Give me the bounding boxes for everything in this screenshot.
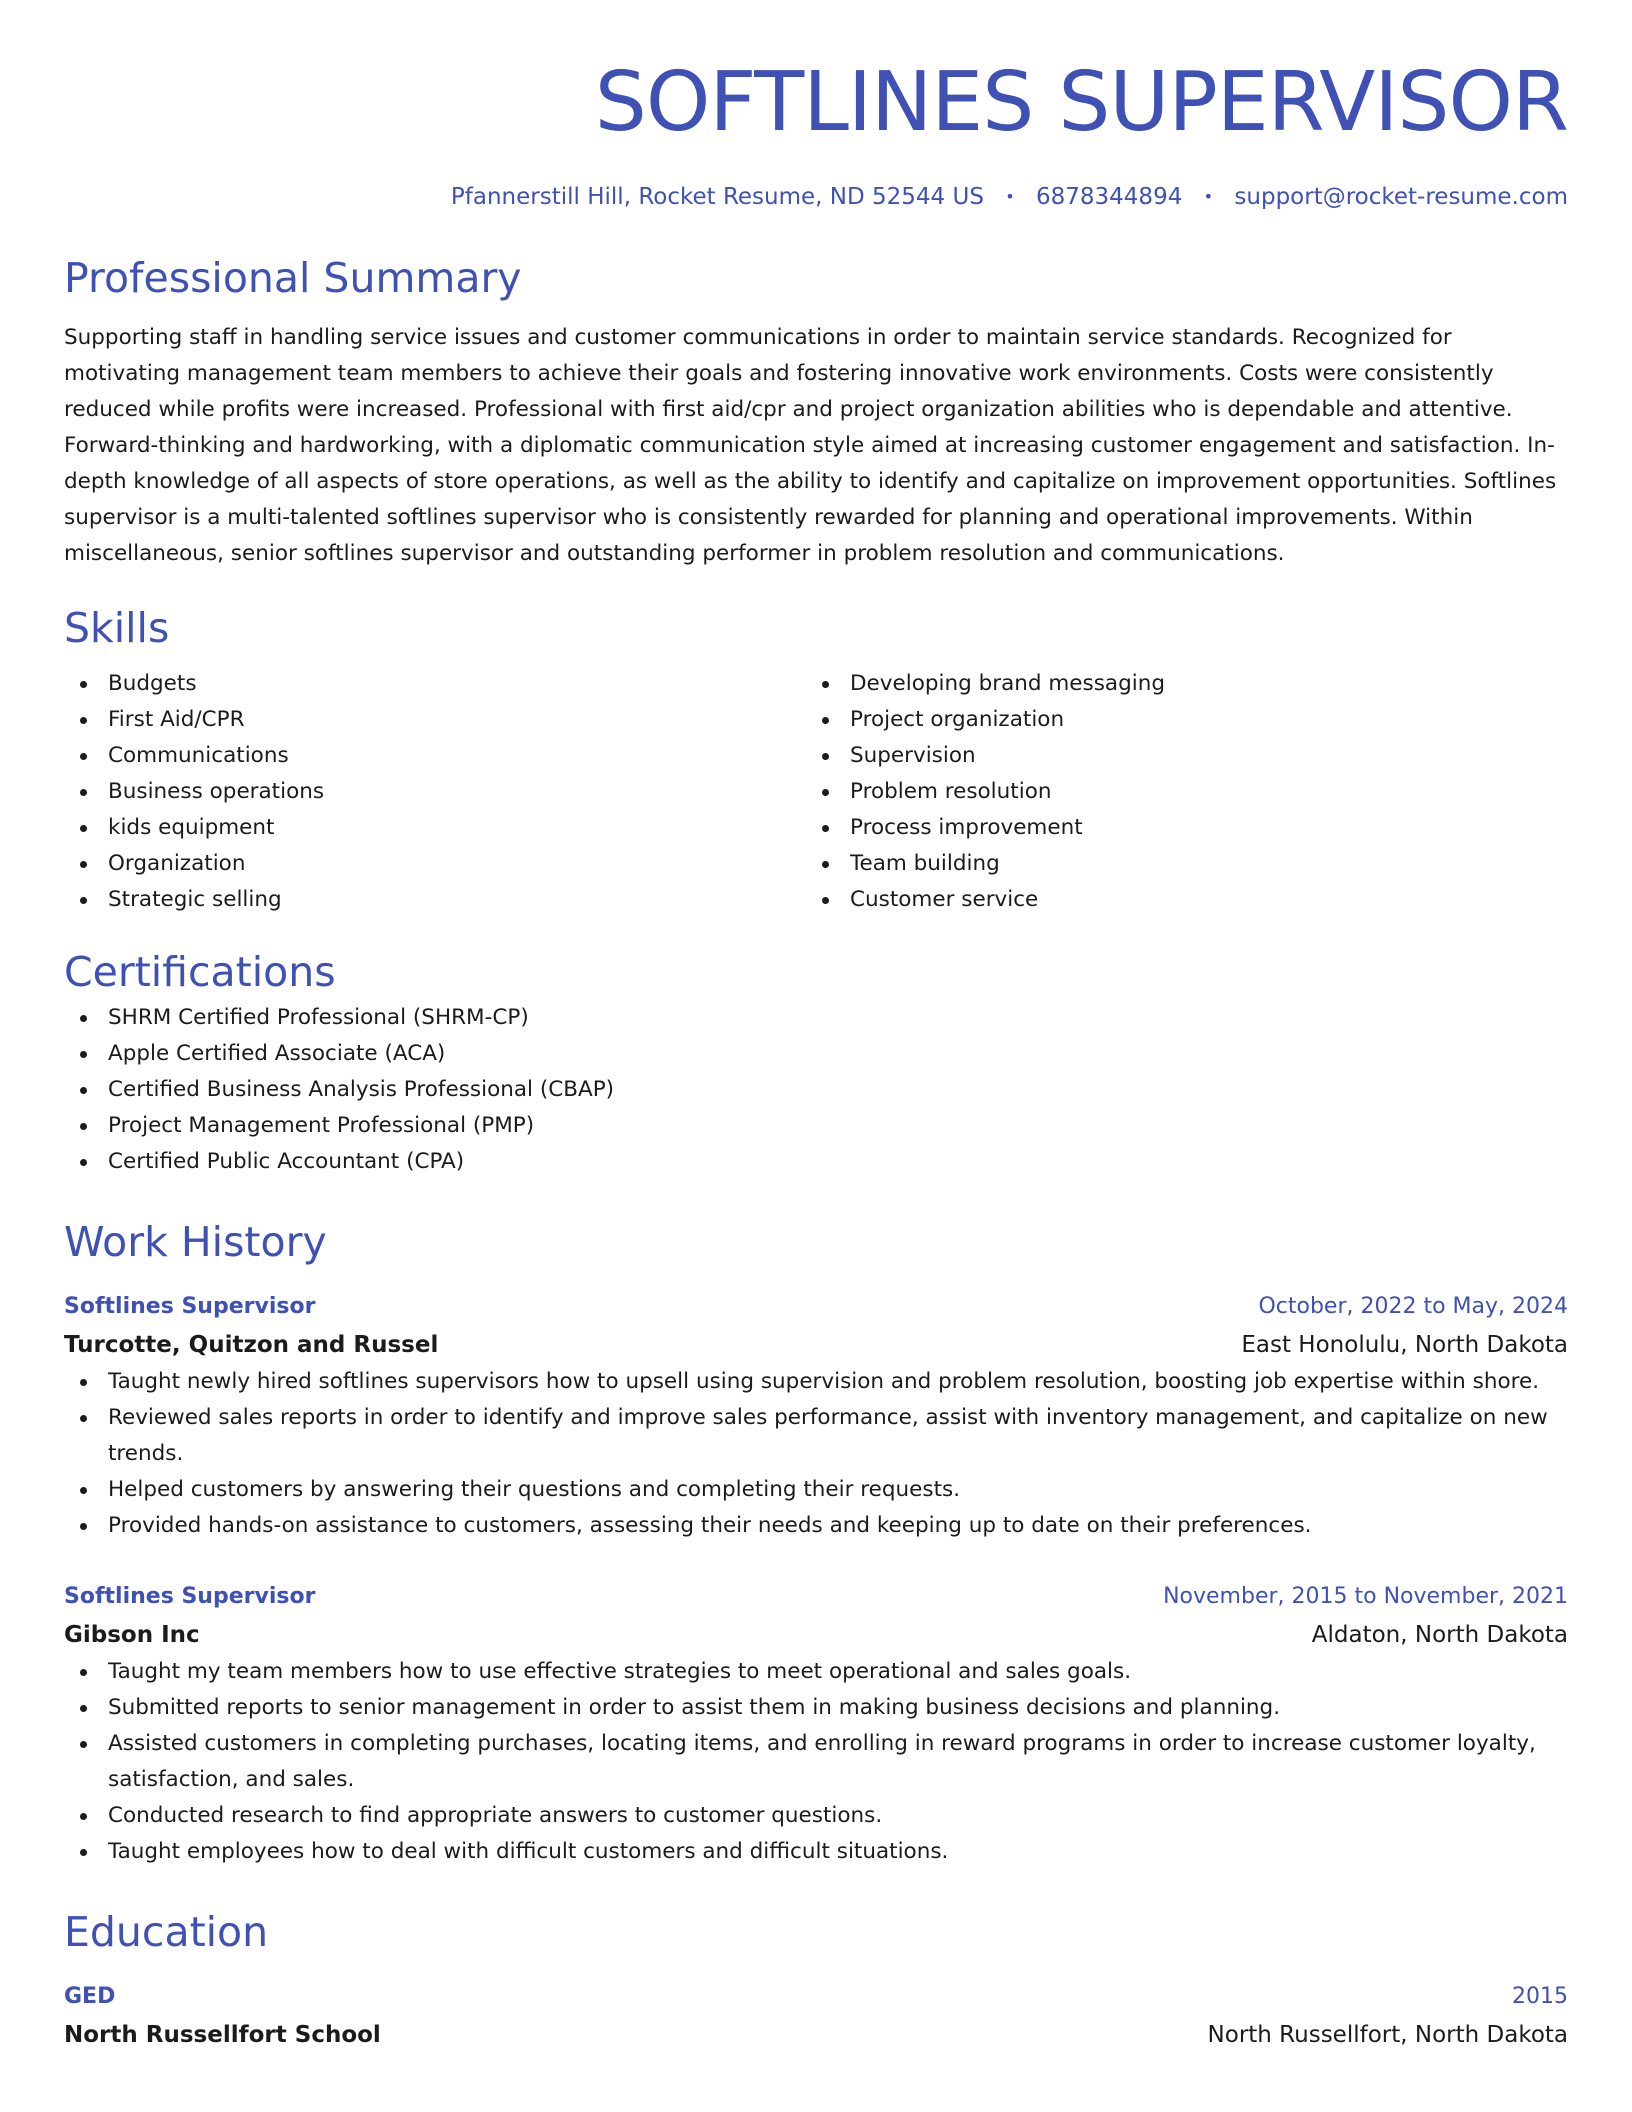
- certifications-heading: Certifications: [64, 948, 336, 996]
- job-title: Softlines Supervisor: [64, 1294, 316, 1319]
- certifications-section: [64, 944, 1568, 1180]
- skill-item: Organization: [64, 846, 806, 882]
- skill-item: Developing brand messaging: [806, 666, 1548, 702]
- job-company-row: [64, 1616, 1568, 1654]
- job-dates: October, 2022 to May, 2024: [1258, 1294, 1568, 1319]
- job-location: East Honolulu, North Dakota: [1241, 1332, 1568, 1358]
- job-duty: Taught employees how to deal with difficult customers and difficult situations.: [64, 1834, 1568, 1870]
- job-title-row: [64, 1288, 1568, 1326]
- summary-section: [64, 250, 1568, 572]
- education-school-row: [64, 2016, 1568, 2054]
- education-entry: [64, 1978, 1568, 2054]
- job-company: Gibson Inc: [64, 1622, 200, 1648]
- job-duty: Conducted research to find appropriate answers to customer questions.: [64, 1798, 1568, 1834]
- job-entry: [64, 1578, 1568, 1870]
- job-location: Aldaton, North Dakota: [1311, 1622, 1568, 1648]
- skills-section: [64, 600, 1568, 918]
- skill-item: Communications: [64, 738, 806, 774]
- education-heading: Education: [64, 1908, 269, 1956]
- job-duty: Helped customers by answering their questions and completing their requests.: [64, 1472, 1568, 1508]
- contact-address: Pfannerstill Hill, Rocket Resume, ND 52544 US: [450, 184, 984, 210]
- skill-item: Process improvement: [806, 810, 1548, 846]
- skill-item: Supervision: [806, 738, 1548, 774]
- education-degree: GED: [64, 1984, 116, 2009]
- contact-line: [64, 180, 1568, 214]
- certifications-list: [64, 1000, 1568, 1180]
- contact-separator: •: [1005, 187, 1015, 206]
- contact-phone[interactable]: 6878344894: [1036, 184, 1183, 210]
- job-duties-list: [64, 1364, 1568, 1544]
- job-entry: [64, 1288, 1568, 1544]
- skills-grid: [64, 666, 1568, 918]
- skill-item: First Aid/CPR: [64, 702, 806, 738]
- job-duty: Taught newly hired softlines supervisors how to upsell using supervision and problem resolution, boosting job expertise within shore.: [64, 1364, 1568, 1400]
- job-duty: Reviewed sales reports in order to identify and improve sales performance, assist with inventory management, and capitalize on new trends.: [64, 1400, 1568, 1472]
- skill-item: Customer service: [806, 882, 1548, 918]
- certification-item: Certified Public Accountant (CPA): [64, 1144, 1568, 1180]
- education-section: [64, 1904, 1568, 2054]
- job-duty: Provided hands-on assistance to customers, assessing their needs and keeping up to date on their preferences.: [64, 1508, 1568, 1544]
- education-location: North Russellfort, North Dakota: [1207, 2022, 1568, 2048]
- contact-email[interactable]: support@rocket-resume.com: [1234, 184, 1568, 210]
- skills-list-right: [806, 666, 1548, 918]
- job-title: Softlines Supervisor: [64, 1584, 316, 1609]
- certification-item: Apple Certified Associate (ACA): [64, 1036, 1568, 1072]
- job-company: Turcotte, Quitzon and Russel: [64, 1332, 439, 1358]
- education-degree-row: [64, 1978, 1568, 2016]
- summary-heading: Professional Summary: [64, 254, 522, 302]
- skill-item: Business operations: [64, 774, 806, 810]
- job-company-row: [64, 1326, 1568, 1364]
- certification-item: Certified Business Analysis Professional (CBAP): [64, 1072, 1568, 1108]
- skill-item: Problem resolution: [806, 774, 1548, 810]
- skill-item: Project organization: [806, 702, 1548, 738]
- certification-item: Project Management Professional (PMP): [64, 1108, 1568, 1144]
- job-duty: Assisted customers in completing purchases, locating items, and enrolling in reward programs in order to increase customer loyalty, satisfaction, and sales.: [64, 1726, 1568, 1798]
- education-school: North Russellfort School: [64, 2022, 381, 2048]
- skill-item: Budgets: [64, 666, 806, 702]
- skill-item: Team building: [806, 846, 1548, 882]
- work-history-heading: Work History: [64, 1218, 327, 1266]
- summary-text: Supporting staff in handling service issues and customer communications in order to maintain service standards. Recognized for motivating management team members to achieve their goals and fostering innovative work environments. Costs were consistently reduced while profits were increased. Professional with first aid/cpr and project organization abilities who is dependable and attentive. Forward-thinking and hardworking, with a diplomatic communication style aimed at increasing customer engagement and satisfaction. In-depth knowledge of all aspects of store operations, as well as the ability to identify and capitalize on improvement opportunities. Softlines supervisor is a multi-talented softlines supervisor who is consistently rewarded for planning and operational improvements. Within miscellaneous, senior softlines supervisor and outstanding performer in problem resolution and communications.: [64, 325, 1557, 566]
- certification-item: SHRM Certified Professional (SHRM-CP): [64, 1000, 1568, 1036]
- education-year: 2015: [1512, 1984, 1568, 2009]
- skills-heading: Skills: [64, 604, 170, 652]
- contact-separator: •: [1203, 187, 1214, 206]
- job-duty: Submitted reports to senior management in order to assist them in making business decisions and planning.: [64, 1690, 1568, 1726]
- job-duties-list: [64, 1654, 1568, 1870]
- skill-item: kids equipment: [64, 810, 806, 846]
- work-history-section: [64, 1214, 1568, 1870]
- candidate-name: SOFTLINES SUPERVISOR: [594, 55, 1568, 150]
- job-title-row: [64, 1578, 1568, 1616]
- skills-list-left: [64, 666, 806, 918]
- job-duty: Taught my team members how to use effective strategies to meet operational and sales goals.: [64, 1654, 1568, 1690]
- resume-header: [64, 48, 1568, 214]
- job-dates: November, 2015 to November, 2021: [1163, 1584, 1568, 1609]
- skill-item: Strategic selling: [64, 882, 806, 918]
